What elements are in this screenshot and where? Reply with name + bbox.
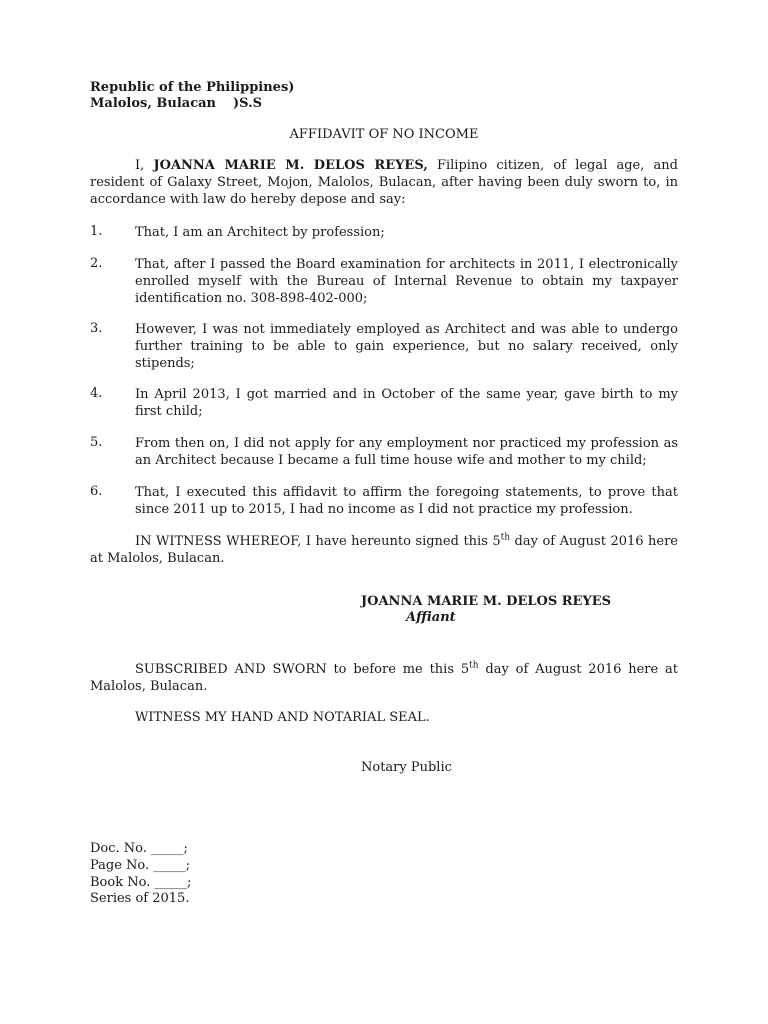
item-text: That, I am an Architect by profession; [135,225,385,240]
intro-prefix: I, [135,158,145,173]
venue-ss: )S.S [233,96,262,111]
item-number: 2. [90,256,103,271]
intro-paragraph [90,157,678,208]
document-title: AFFIDAVIT OF NO INCOME [289,127,479,142]
subscribed-ordinal: th [469,660,479,671]
witness-text-before: IN WITNESS WHEREOF, I have hereunto signed this 5 [135,534,501,549]
item-number: 5. [90,435,103,450]
intro-text: Filipino citizen, of legal age, and resident of Galaxy Street, Mojon, Malolos, Bulacan, after having been duly sworn to, in accordance with law do hereby depose and say: [90,158,678,207]
notary-public-label: Notary Public [361,760,452,775]
item-number: 4. [90,386,103,401]
item-text: However, I was not immediately employed as Architect and was able to undergo further training to be able to gain experience, but no salary received, only stipends; [135,322,678,371]
item-text: In April 2013, I got married and in October of the same year, gave birth to my first child; [135,387,678,419]
venue-place: Malolos, Bulacan [90,96,216,111]
item-text: That, after I passed the Board examination for architects in 2011, I electronically enrolled myself with the Bureau of Internal Revenue to obtain my taxpayer identification no. 308-898-402-000; [135,257,678,306]
witness-text-after: day of August 2016 here at Malolos, Bulacan. [90,534,678,566]
witness-paragraph [90,533,678,567]
subscribed-text-after: day of August 2016 here at Malolos, Bulacan. [90,662,679,694]
series-year: Series of 2015. [90,891,190,906]
item-number: 3. [90,321,103,336]
notarial-seal-line: WITNESS MY HAND AND NOTARIAL SEAL. [135,710,430,725]
affiant-name: JOANNA MARIE M. DELOS REYES [361,594,612,609]
book-number: Book No. _____; [90,875,192,890]
item-text: From then on, I did not apply for any employment nor practiced my profession as an Architect because I became a full time house wife and mother to my child; [135,436,678,468]
item-number: 6. [90,484,103,499]
item-number: 1. [90,224,103,239]
affiant-label: Affiant [406,610,456,625]
witness-ordinal: th [500,532,511,543]
affiant-name-inline: JOANNA MARIE M. DELOS REYES, [153,158,428,173]
subscribed-text-before: SUBSCRIBED AND SWORN to before me this 5 [135,662,470,677]
page-number: Page No. _____; [90,858,191,873]
doc-number: Doc. No. _____; [90,841,188,856]
item-text: That, I executed this affidavit to affirm the foregoing statements, to prove that since 2011 up to 2015, I had no income as I did not practice my profession. [135,485,678,517]
venue-republic: Republic of the Philippines) [90,80,295,95]
subscribed-paragraph [90,661,678,695]
